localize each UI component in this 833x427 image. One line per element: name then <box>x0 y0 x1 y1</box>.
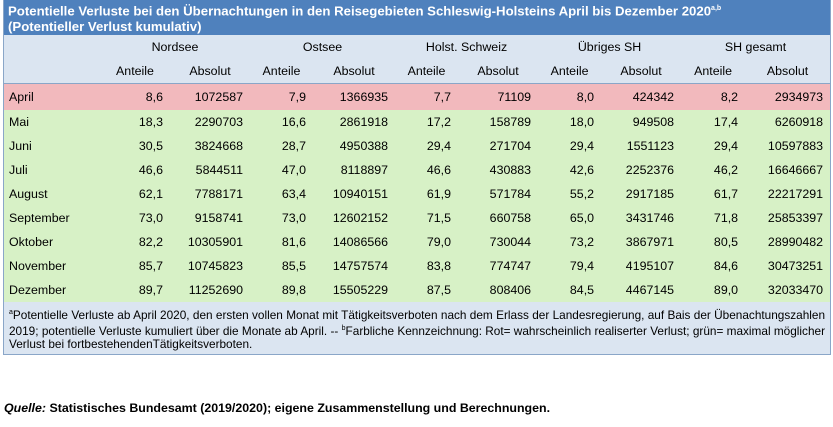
header-uebriges-sh: Übriges SH <box>538 35 681 59</box>
absolute-cell: 1072587 <box>170 84 250 111</box>
table-row <box>4 158 830 182</box>
header-blank <box>4 35 100 59</box>
share-cell: 55,2 <box>538 182 601 206</box>
share-cell: 81,6 <box>250 230 313 254</box>
absolute-cell: 22217291 <box>745 182 830 206</box>
share-cell: 42,6 <box>538 158 601 182</box>
share-cell: 18,3 <box>100 110 170 134</box>
absolute-cell: 730044 <box>458 230 538 254</box>
month-label: Oktober <box>4 230 100 254</box>
absolute-cell: 774747 <box>458 254 538 278</box>
subheader-anteile: Anteile <box>681 59 745 84</box>
share-cell: 89,7 <box>100 278 170 302</box>
share-cell: 89,0 <box>681 278 745 302</box>
footnote-b-text: Farbliche Kennzeichnung: Rot= wahrscheinlich realiserter Verlust; grün= maximal möglicher Verlust bei fortbestehendenTätigkeitsverboten. <box>9 323 825 351</box>
subheader-absolut: Absolut <box>745 59 830 84</box>
table-frame <box>3 0 831 355</box>
subheader-anteile: Anteile <box>250 59 313 84</box>
title-line-1 <box>8 1 826 19</box>
share-cell: 29,4 <box>395 134 458 158</box>
absolute-cell: 7788171 <box>170 182 250 206</box>
subheader-anteile: Anteile <box>395 59 458 84</box>
table-row <box>4 254 830 278</box>
month-label: Juli <box>4 158 100 182</box>
footnote-a-marker: a <box>9 309 13 316</box>
absolute-cell: 8118897 <box>313 158 395 182</box>
share-cell: 47,0 <box>250 158 313 182</box>
share-cell: 63,4 <box>250 182 313 206</box>
share-cell: 17,2 <box>395 110 458 134</box>
share-cell: 73,2 <box>538 230 601 254</box>
share-cell: 73,0 <box>100 206 170 230</box>
absolute-cell: 3867971 <box>601 230 681 254</box>
share-cell: 46,6 <box>100 158 170 182</box>
absolute-cell: 28990482 <box>745 230 830 254</box>
share-cell: 83,8 <box>395 254 458 278</box>
absolute-cell: 2861918 <box>313 110 395 134</box>
share-cell: 8,6 <box>100 84 170 111</box>
share-cell: 85,5 <box>250 254 313 278</box>
absolute-cell: 25853397 <box>745 206 830 230</box>
share-cell: 8,2 <box>681 84 745 111</box>
share-cell: 46,6 <box>395 158 458 182</box>
share-cell: 79,4 <box>538 254 601 278</box>
absolute-cell: 71109 <box>458 84 538 111</box>
absolute-cell: 3824668 <box>170 134 250 158</box>
absolute-cell: 9158741 <box>170 206 250 230</box>
month-label: Juni <box>4 134 100 158</box>
table-row <box>4 206 830 230</box>
absolute-cell: 2252376 <box>601 158 681 182</box>
absolute-cell: 5844511 <box>170 158 250 182</box>
absolute-cell: 2917185 <box>601 182 681 206</box>
absolute-cell: 808406 <box>458 278 538 302</box>
absolute-cell: 15505229 <box>313 278 395 302</box>
share-cell: 87,5 <box>395 278 458 302</box>
share-cell: 89,8 <box>250 278 313 302</box>
absolute-cell: 2934973 <box>745 84 830 111</box>
absolute-cell: 4950388 <box>313 134 395 158</box>
month-label: November <box>4 254 100 278</box>
month-label: April <box>4 84 100 111</box>
subheader-absolut: Absolut <box>170 59 250 84</box>
absolute-cell: 10597883 <box>745 134 830 158</box>
header-sh-gesamt: SH gesamt <box>681 35 830 59</box>
footnotes <box>4 302 830 354</box>
subheader-absolut: Absolut <box>458 59 538 84</box>
share-cell: 61,9 <box>395 182 458 206</box>
absolute-cell: 158789 <box>458 110 538 134</box>
subheader-absolut: Absolut <box>313 59 395 84</box>
absolute-cell: 10745823 <box>170 254 250 278</box>
month-label: September <box>4 206 100 230</box>
share-cell: 84,5 <box>538 278 601 302</box>
title-line-2: (Potentieller Verlust kumulativ) <box>8 19 202 35</box>
share-cell: 61,7 <box>681 182 745 206</box>
absolute-cell: 1551123 <box>601 134 681 158</box>
header-ostsee: Ostsee <box>250 35 395 59</box>
source-text: Statistisches Bundesamt (2019/2020); eigene Zusammenstellung und Berechnungen. <box>46 401 551 415</box>
subheader-row <box>4 59 830 84</box>
share-cell: 82,2 <box>100 230 170 254</box>
share-cell: 65,0 <box>538 206 601 230</box>
share-cell: 16,6 <box>250 110 313 134</box>
source-note <box>4 401 550 415</box>
table-row <box>4 110 830 134</box>
share-cell: 71,8 <box>681 206 745 230</box>
absolute-cell: 32033470 <box>745 278 830 302</box>
share-cell: 29,4 <box>681 134 745 158</box>
subheader-anteile: Anteile <box>100 59 170 84</box>
share-cell: 62,1 <box>100 182 170 206</box>
share-cell: 29,4 <box>538 134 601 158</box>
absolute-cell: 10940151 <box>313 182 395 206</box>
absolute-cell: 660758 <box>458 206 538 230</box>
absolute-cell: 16646667 <box>745 158 830 182</box>
subheader-anteile: Anteile <box>538 59 601 84</box>
table-row <box>4 278 830 302</box>
month-label: Dezember <box>4 278 100 302</box>
share-cell: 18,0 <box>538 110 601 134</box>
share-cell: 84,6 <box>681 254 745 278</box>
share-cell: 46,2 <box>681 158 745 182</box>
subheader-absolut: Absolut <box>601 59 681 84</box>
absolute-cell: 10305901 <box>170 230 250 254</box>
source-label: Quelle: <box>4 401 46 415</box>
share-cell: 7,9 <box>250 84 313 111</box>
share-cell: 17,4 <box>681 110 745 134</box>
absolute-cell: 3431746 <box>601 206 681 230</box>
absolute-cell: 30473251 <box>745 254 830 278</box>
share-cell: 28,7 <box>250 134 313 158</box>
absolute-cell: 1366935 <box>313 84 395 111</box>
share-cell: 79,0 <box>395 230 458 254</box>
absolute-cell: 271704 <box>458 134 538 158</box>
share-cell: 30,5 <box>100 134 170 158</box>
table-row <box>4 134 830 158</box>
data-table <box>4 35 830 302</box>
absolute-cell: 571784 <box>458 182 538 206</box>
absolute-cell: 6260918 <box>745 110 830 134</box>
absolute-cell: 12602152 <box>313 206 395 230</box>
table-row <box>4 84 830 111</box>
share-cell: 8,0 <box>538 84 601 111</box>
header-holst-schweiz: Holst. Schweiz <box>395 35 538 59</box>
share-cell: 80,5 <box>681 230 745 254</box>
share-cell: 71,5 <box>395 206 458 230</box>
absolute-cell: 949508 <box>601 110 681 134</box>
title-superscript: a,b <box>711 5 722 12</box>
table-body <box>4 84 830 303</box>
absolute-cell: 14757574 <box>313 254 395 278</box>
share-cell: 85,7 <box>100 254 170 278</box>
title-text: Potentielle Verluste bei den Übernachtungen in den Reisegebieten Schleswig-Holsteins April bis Dezember 2020 <box>8 3 712 19</box>
header-nordsee: Nordsee <box>100 35 250 59</box>
month-label: August <box>4 182 100 206</box>
share-cell: 73,0 <box>250 206 313 230</box>
absolute-cell: 424342 <box>601 84 681 111</box>
table-row <box>4 230 830 254</box>
absolute-cell: 4195107 <box>601 254 681 278</box>
table-title <box>4 0 830 35</box>
footnote-b-marker: b <box>341 324 346 332</box>
absolute-cell: 11252690 <box>170 278 250 302</box>
table-row <box>4 182 830 206</box>
region-header-row <box>4 35 830 59</box>
absolute-cell: 430883 <box>458 158 538 182</box>
subheader-blank <box>4 59 100 84</box>
absolute-cell: 14086566 <box>313 230 395 254</box>
month-label: Mai <box>4 110 100 134</box>
absolute-cell: 4467145 <box>601 278 681 302</box>
footnote-a-text: Potentielle Verluste ab April 2020, den ersten vollen Monat mit Tätigkeitsverboten nach dem Erlass der Landesregierung, auf Bais der Übenachtungszahlen 2019; potentielle Verluste kumuliert über die Monate ab April. -- <box>9 307 825 338</box>
share-cell: 7,7 <box>395 84 458 111</box>
absolute-cell: 2290703 <box>170 110 250 134</box>
